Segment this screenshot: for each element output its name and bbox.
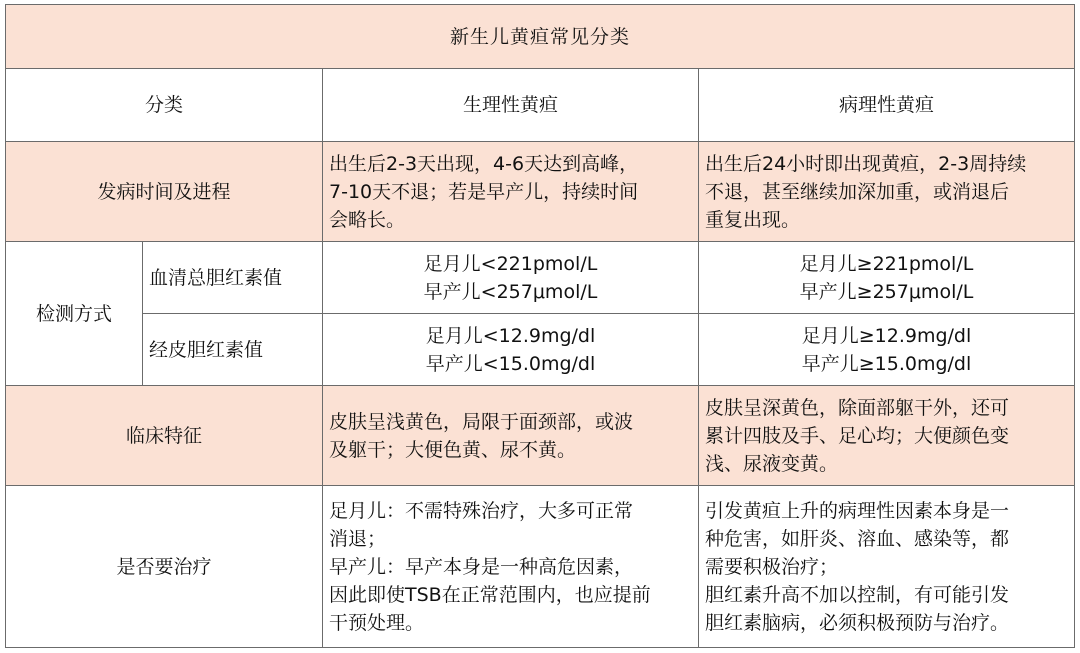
row-label-onset: 发病时间及进程: [6, 142, 323, 242]
cell-line: 出生后2-3天出现，4-6天达到高峰，: [329, 152, 639, 175]
sublabel-serum-bilirubin: 血清总胆红素值: [143, 242, 323, 314]
cell-serum-pathological: [699, 242, 1075, 314]
cell-line: 因此即使TSB在正常范围内，也应提前: [329, 583, 651, 606]
cell-line: 足月儿<12.9mg/dl: [425, 324, 596, 347]
header-physiological: 生理性黄疸: [323, 69, 699, 142]
cell-line: 及躯干；大便色黄、尿不黄。: [329, 438, 577, 461]
cell-line: 出生后24小时即出现黄疸，2-3周持续: [705, 152, 1027, 175]
cell-line: 重复出现。: [705, 208, 801, 231]
cell-line: 足月儿：不需特殊治疗，大多可正常: [329, 499, 634, 522]
cell-line: 引发黄疸上升的病理性因素本身是一: [705, 499, 1010, 522]
row-label-detection: 检测方式: [6, 242, 143, 386]
row-label-clinical: 临床特征: [6, 386, 323, 486]
cell-line: 皮肤呈浅黄色，局限于面颈部，或波: [329, 410, 634, 433]
cell-treatment-physiological: [323, 486, 699, 648]
cell-line: 消退；: [329, 527, 387, 550]
jaundice-classification-table: [5, 4, 1075, 648]
cell-line: 需要积极治疗；: [705, 555, 839, 578]
cell-line: 干预处理。: [329, 611, 425, 634]
cell-line: 足月儿≥221pmol/L: [799, 252, 974, 275]
row-label-treatment: 是否要治疗: [6, 486, 323, 648]
cell-line: 早产儿<257μmol/L: [423, 280, 598, 303]
cell-line: 7-10天不退；若是早产儿，持续时间: [329, 180, 639, 203]
cell-line: 累计四肢及手、足心均；大便颜色变: [705, 424, 1010, 447]
table-title: 新生儿黄疸常见分类: [6, 5, 1075, 69]
cell-line: 早产儿<15.0mg/dl: [425, 352, 596, 375]
cell-serum-physiological: [323, 242, 699, 314]
cell-onset-pathological: [699, 142, 1075, 242]
cell-onset-physiological: [323, 142, 699, 242]
cell-line: 不退，甚至继续加深加重，或消退后: [705, 180, 1010, 203]
cell-clinical-pathological: [699, 386, 1075, 486]
cell-line: 胆红素脑病，必须积极预防与治疗。: [705, 611, 1010, 634]
cell-line: 胆红素升高不加以控制，有可能引发: [705, 583, 1010, 606]
cell-line: 皮肤呈深黄色，除面部躯干外，还可: [705, 396, 1010, 419]
cell-line: 会略长。: [329, 208, 406, 231]
cell-line: 早产儿：早产本身是一种高危因素，: [329, 555, 634, 578]
cell-line: 足月儿≥12.9mg/dl: [801, 324, 972, 347]
cell-clinical-physiological: [323, 386, 699, 486]
header-category: 分类: [6, 69, 323, 142]
cell-line: 浅、尿液变黄。: [705, 452, 839, 475]
cell-transcutaneous-pathological: [699, 314, 1075, 386]
sublabel-transcutaneous-bilirubin: 经皮胆红素值: [143, 314, 323, 386]
cell-line: 早产儿≥15.0mg/dl: [801, 352, 972, 375]
cell-line: 早产儿≥257μmol/L: [799, 280, 974, 303]
cell-line: 足月儿<221pmol/L: [423, 252, 598, 275]
cell-line: 种危害，如肝炎、溶血、感染等，都: [705, 527, 1010, 550]
header-pathological: 病理性黄疸: [699, 69, 1075, 142]
cell-treatment-pathological: [699, 486, 1075, 648]
cell-transcutaneous-physiological: [323, 314, 699, 386]
